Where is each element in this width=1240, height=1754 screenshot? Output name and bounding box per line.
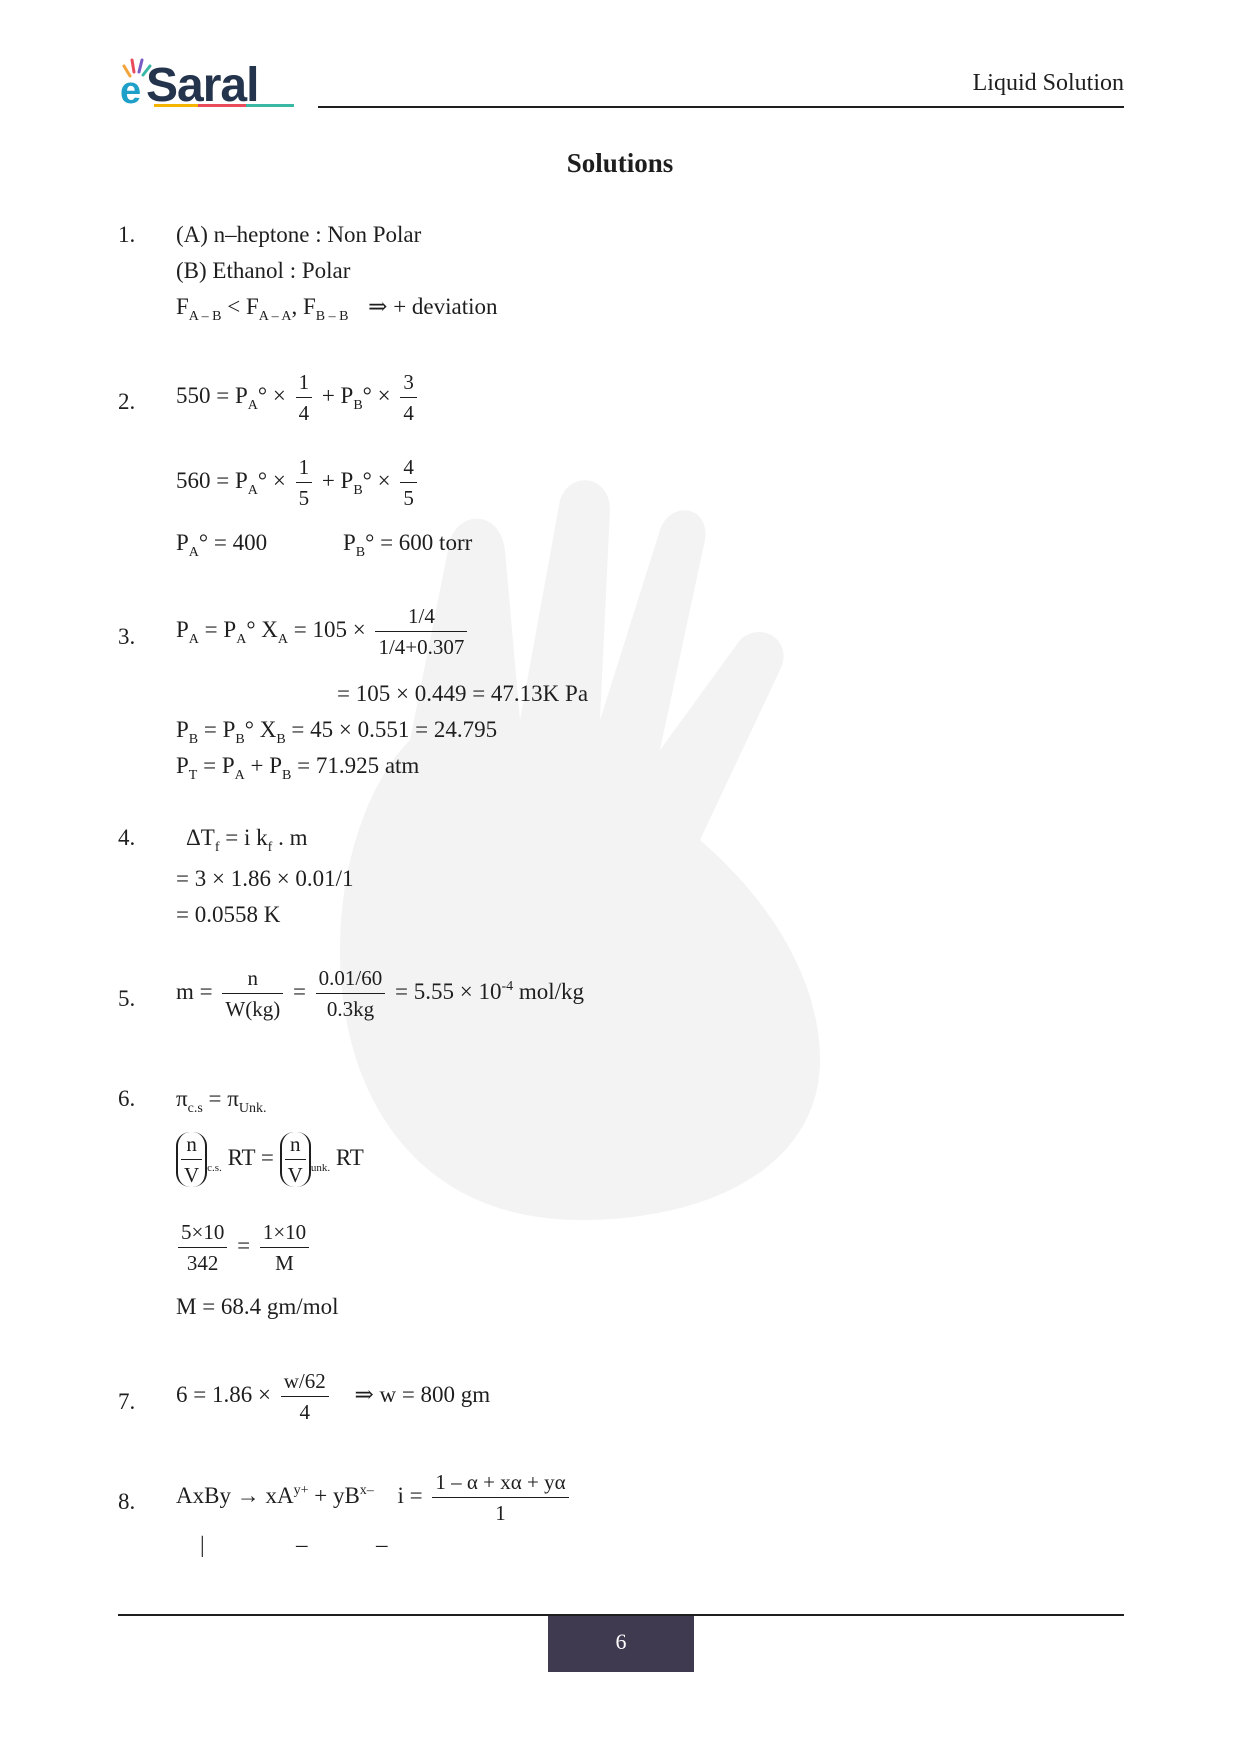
q4-line2: = 3 × 1.86 × 0.01/1 (176, 866, 354, 891)
header-divider (318, 106, 1124, 108)
question-number: 8. (118, 1489, 136, 1514)
q6-result: M = 68.4 gm/mol (176, 1294, 339, 1319)
logo-e: e (120, 70, 142, 112)
question-number: 4. (118, 825, 136, 850)
question-number: 3. (118, 624, 136, 649)
q3-line4: $P_T = P_A + P_B = 71.925$ atm (176, 753, 420, 783)
q1-line2: (B) Ethanol : Polar (176, 258, 351, 283)
q3-line2: = 105 × 0.449 = 47.13K Pa (337, 681, 589, 706)
q2-result-pa: $P_A^\circ = 400$ (176, 530, 268, 560)
question-number: 5. (118, 986, 136, 1011)
q2-eq2: $560 = P_A^\circ$ × $\frac{1}{5}$ + $P_B^\circ$ × $\frac{4}{5}$ (176, 455, 421, 510)
page-title: Solutions (566, 148, 674, 178)
q6-line1: $\pi_{c.s} = \pi_{Unk.}$ (176, 1086, 267, 1116)
q2-result-pb: $P_B^\circ = 600$ torr (343, 530, 473, 560)
q8-equation: AxBy → $xA^{y+} + yB^{x-}$ i = $\frac{1 - \alpha + x\alpha + y\alpha}{1}$ (176, 1470, 573, 1525)
question-number: 2. (118, 389, 136, 414)
q3-line3: $P_B = P_B^\circ$ $X_B = 45 \times 0.551 = 24.795$ (176, 717, 498, 747)
q7-equation: 6 = 1.86 × $\frac{w/62}{4}$ ⇒ w = 800 gm (176, 1369, 491, 1424)
question-number: 6. (118, 1086, 136, 1111)
q8-dash: – (376, 1532, 388, 1557)
q2-eq1: $550 = P_A^\circ$ × $\frac{1}{4}$ + $P_B^\circ$ × $\frac{3}{4}$ (176, 370, 421, 425)
chapter-title: Liquid Solution (972, 70, 1124, 96)
q8-dash: – (296, 1532, 308, 1557)
q1-line1: (A) n–heptone : Non Polar (176, 222, 422, 247)
esaral-logo (118, 56, 298, 112)
question-number: 7. (118, 1389, 136, 1414)
q4-line3: = 0.0558 K (176, 902, 281, 927)
q8-bar: | (200, 1532, 205, 1557)
q1-line3: $F_{A - B} < F_{A - A}$, $F_{B - B}$ ⇒ + deviation (176, 294, 498, 324)
q3-line1: $P_A = P_A^\circ$ $X_A = 105$ × $\frac{1/4}{1/4+0.307}$ (176, 604, 471, 659)
page-number: 6 (548, 1616, 694, 1672)
q6-line2: $\frac{n}{V}$ $_{c.s.}$ RT = $\frac{n}{V}$ $_{unk.}$ RT (176, 1132, 364, 1187)
logo-text: Saral (146, 59, 259, 112)
watermark-hand (300, 480, 860, 1240)
question-number: 1. (118, 222, 136, 247)
q4-line1: $\Delta T_f = i$ $k_f$ . m (186, 825, 308, 855)
q6-line3: $\frac{5\times 10}{342}$ = $\frac{1\times 10}{M}$ (174, 1220, 313, 1275)
q5-equation: m = $\frac{n}{W(kg)}$ = $\frac{0.01/60}{0.3kg}$ = $5.55 \times 10^{-4}$ mol/kg (176, 966, 585, 1021)
